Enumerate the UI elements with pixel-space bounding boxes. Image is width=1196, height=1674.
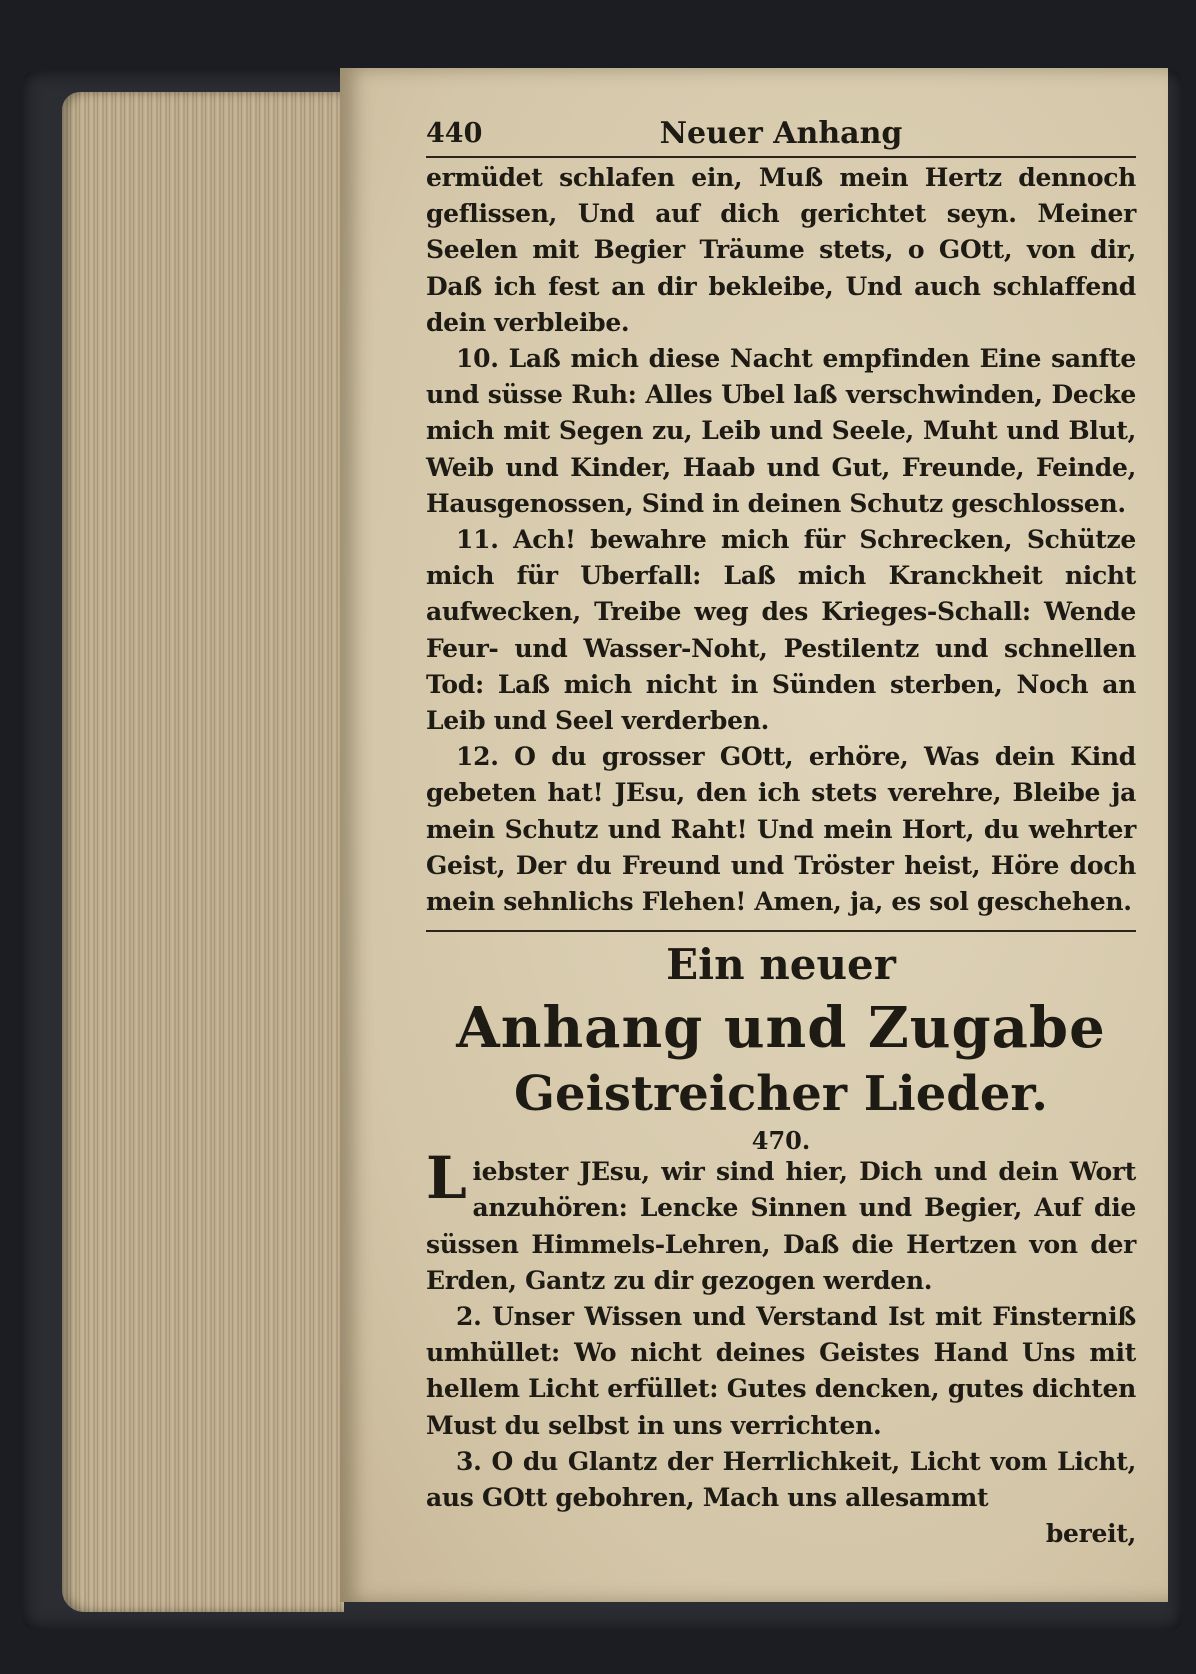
stanza-11: 11. Ach! bewahre mich für Schrecken, Schütze mich für Uberfall: Laß mich Kranckheit nicht aufwecken, Treibe weg des Krieges-Schall: Wende Feur- und Wasser-Noht, Pestilentz und schnellen Tod: Laß mich nicht in Sünden sterben, Noch an Leib und Seel verderben.	[426, 525, 1136, 736]
hymn-470	[426, 1144, 1136, 1552]
section-divider	[426, 930, 1136, 932]
drop-initial: L	[426, 1144, 467, 1213]
running-head	[426, 116, 1136, 158]
page-number: 440	[426, 118, 483, 149]
stanza-12: 12. O du grosser GOtt, erhöre, Was dein Kind gebeten hat! JEsu, den ich stets verehre, Bleibe ja mein Schutz und Raht! Und mein Hort, du wehrter Geist, Der du Freund und Tröster heist, Höre doch mein sehnlichs Flehen! Amen, ja, es sol geschehen.	[426, 742, 1136, 917]
stanza-continuation: ermüdet schlafen ein, Muß mein Hertz dennoch geflissen, Und auf dich gerichtet seyn. Meiner Seelen mit Begier Träume stets, o GOtt, von dir, Daß ich fest an dir bekleibe, Und auch schlaffend dein verbleibe.	[426, 163, 1136, 337]
section-heading	[426, 938, 1136, 1124]
section-title-line-1: Ein neuer	[666, 940, 896, 990]
hymn-470-stanza-1	[426, 1144, 1136, 1299]
section-title-line-2: Anhang und Zugabe	[456, 995, 1106, 1062]
hymn-number: 470.	[751, 1126, 811, 1156]
previous-hymn	[426, 160, 1136, 920]
hymn-470-stanza-2: 2. Unser Wissen und Verstand Ist mit Finsterniß umhüllet: Wo nicht deines Geistes Hand Uns mit hellem Licht erfüllet: Gutes dencken, gutes dichten Must du selbst in uns verrichten.	[426, 1302, 1136, 1440]
catchword: bereit,	[1045, 1519, 1136, 1549]
hymn-470-stanza-3: 3. O du Glantz der Herrlichkeit, Licht vom Licht, aus GOtt gebohren, Mach uns allesammt	[426, 1446, 1136, 1513]
book-page	[340, 68, 1168, 1602]
stanza-1-text: iebster JEsu, wir sind hier, Dich und dein Wort anzuhören: Lencke Sinnen und Begier, Auf die süssen Himmels-Lehren, Daß die Hertzen von der Erden, Gantz zu dir gezogen werden.	[426, 1157, 1136, 1295]
running-head-title: Neuer Anhang	[659, 116, 903, 151]
stanza-10: 10. Laß mich diese Nacht empfinden Eine sanfte und süsse Ruh: Alles Ubel laß verschwinden, Decke mich mit Segen zu, Leib und Seele, Muht und Blut, Weib und Kinder, Haab und Gut, Freunde, Feinde, Hausgenossen, Sind in deinen Schutz geschlossen.	[426, 344, 1136, 518]
page-edges	[62, 92, 344, 1612]
text-block	[426, 116, 1136, 1552]
section-title-line-3: Geistreicher Lieder.	[514, 1066, 1048, 1123]
